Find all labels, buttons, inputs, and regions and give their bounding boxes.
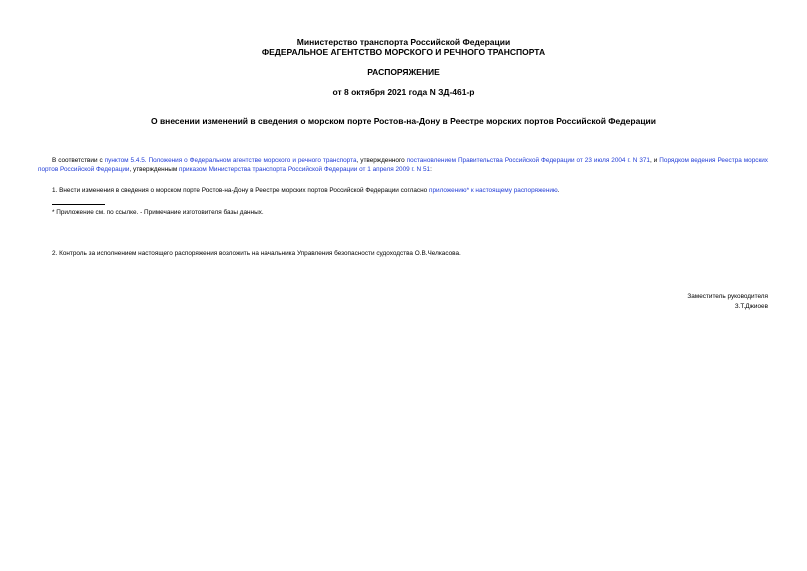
registry-procedure-link[interactable]: Порядком ведения Реестра морских портов Российской Федерации [38,157,769,174]
ministry-name: Министерство транспорта Российской Федерации [296,37,511,47]
preamble-text: , и [650,157,660,164]
agency-name: ФЕДЕРАЛЬНОЕ АГЕНТСТВО МОРСКОГО И РЕЧНОГО ТРАНСПОРТА [261,47,546,57]
document-title: О внесении изменений в сведения о морском порте Ростов-на-Дону в Реестре морских портов Российской Федерации [150,116,656,126]
preamble-paragraph [38,156,768,175]
item-1-end: . [557,187,560,194]
item-1-text: 1. Внести изменения в сведения о морском порте Ростов-на-Дону в Реестре морских портов Российской Федерации согласно [52,187,429,194]
document-type: РАСПОРЯЖЕНИЕ [367,67,440,77]
preamble-text: : [430,166,432,174]
appendix-link[interactable]: приложению* к настоящему распоряжению [429,187,558,194]
preamble-text: В соответствии с [52,157,105,164]
preamble-text: , утвержденного [356,157,407,164]
footnote-divider [52,204,105,205]
footnote-text: * Приложение см. по ссылке. - Примечание изготовителя базы данных. [52,209,264,216]
signatory-name: З.Т.Джиоев [734,303,768,310]
preamble-text: , утвержденным [129,166,179,174]
regulation-clause-link[interactable]: пунктом 5.4.5. Положения о Федеральном агентстве морского и речного транспорта [104,157,357,164]
ministry-order-link[interactable]: приказом Министерства транспорта Российской Федерации от 1 апреля 2009 г. N 51 [178,166,431,174]
signatory-position: Заместитель руководителя [687,293,768,300]
government-decree-link[interactable]: постановлением Правительства Российской Федерации от 23 июля 2004 г. N 371 [406,157,650,164]
item-1-paragraph [38,186,768,195]
document-date: от 8 октября 2021 года N ЗД-461-р [332,87,475,97]
item-2-paragraph: 2. Контроль за исполнением настоящего распоряжения возложить на начальника Управления безопасности судоходства О.В.Челкасова. [52,250,461,257]
